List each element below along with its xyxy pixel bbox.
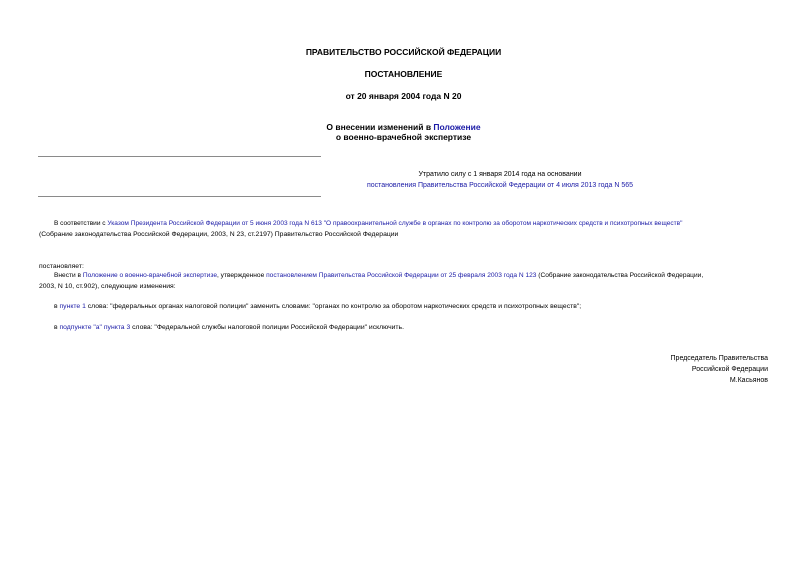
document-title-line2: о военно-врачебной экспертизе xyxy=(335,132,472,142)
document-type: ПОСТАНОВЛЕНИЕ xyxy=(364,69,443,79)
title-link-polozhenie[interactable]: Положение xyxy=(433,122,481,132)
polozhenie-link[interactable]: Положение о военно-врачебной экспертизе xyxy=(82,272,217,279)
bottom-divider xyxy=(38,196,321,197)
preamble-prefix: В соответствии с xyxy=(54,220,108,227)
preamble-line2: (Собрание законодательства Российской Федерации, 2003, N 23, ст.2197) Правительство Российской Федерации xyxy=(39,231,399,238)
paragraph-3 xyxy=(54,322,404,333)
subclause-a-clause-3-link[interactable]: подпункте "а" пункта 3 xyxy=(59,324,131,331)
resolution-123-link[interactable]: постановлением Правительства Российской Федерации от 25 февраля 2003 года N 123 xyxy=(266,272,537,279)
repeal-resolution-link[interactable]: постановления Правительства Российской Федерации от 4 июля 2013 года N 565 xyxy=(366,182,634,189)
government-heading: ПРАВИТЕЛЬСТВО РОССИЙСКОЙ ФЕДЕРАЦИИ xyxy=(305,47,502,57)
p1-mid: , утвержденное xyxy=(216,272,267,279)
clause-1-link[interactable]: пункте 1 xyxy=(59,303,86,310)
p2-start: в xyxy=(54,303,60,310)
paragraph-1-line2: 2003, N 10, ст.902), следующие изменения: xyxy=(39,283,176,290)
signature-name: М.Касьянов xyxy=(729,377,768,384)
document-title-line1 xyxy=(0,122,807,132)
signature-title-line1: Председатель Правительства xyxy=(670,355,768,362)
preamble-line1 xyxy=(54,218,682,229)
p1-end: (Собрание законодательства Российской Федерации, xyxy=(536,272,704,279)
p2-end: слова: "федеральных органах налоговой полиции" заменить словами: "органах по контролю за оборотом наркотических средств и психотропных веществ"; xyxy=(85,303,582,310)
status-note-line1: Утратило силу с 1 января 2014 года на основании xyxy=(418,171,582,178)
top-divider xyxy=(38,156,321,157)
paragraph-2 xyxy=(54,301,581,312)
p1-start: Внести в xyxy=(54,272,83,279)
resolves-word: постановляет: xyxy=(39,263,84,270)
document-date-number: от 20 января 2004 года N 20 xyxy=(345,91,462,101)
p3-end: слова: "Федеральной службы налоговой полиции Российской Федерации" исключить. xyxy=(130,324,404,331)
title-prefix: О внесении изменений в xyxy=(326,122,434,132)
signature-title-line2: Российской Федерации xyxy=(691,366,768,373)
p3-start: в xyxy=(54,324,60,331)
status-note-link xyxy=(200,180,800,191)
presidential-decree-link[interactable]: Указом Президента Российской Федерации от 5 июня 2003 года N 613 "О правоохранительной службе в органах по контролю за оборотом наркотических средств и психотропных веществ" xyxy=(107,220,683,227)
paragraph-1-line1 xyxy=(54,270,703,281)
